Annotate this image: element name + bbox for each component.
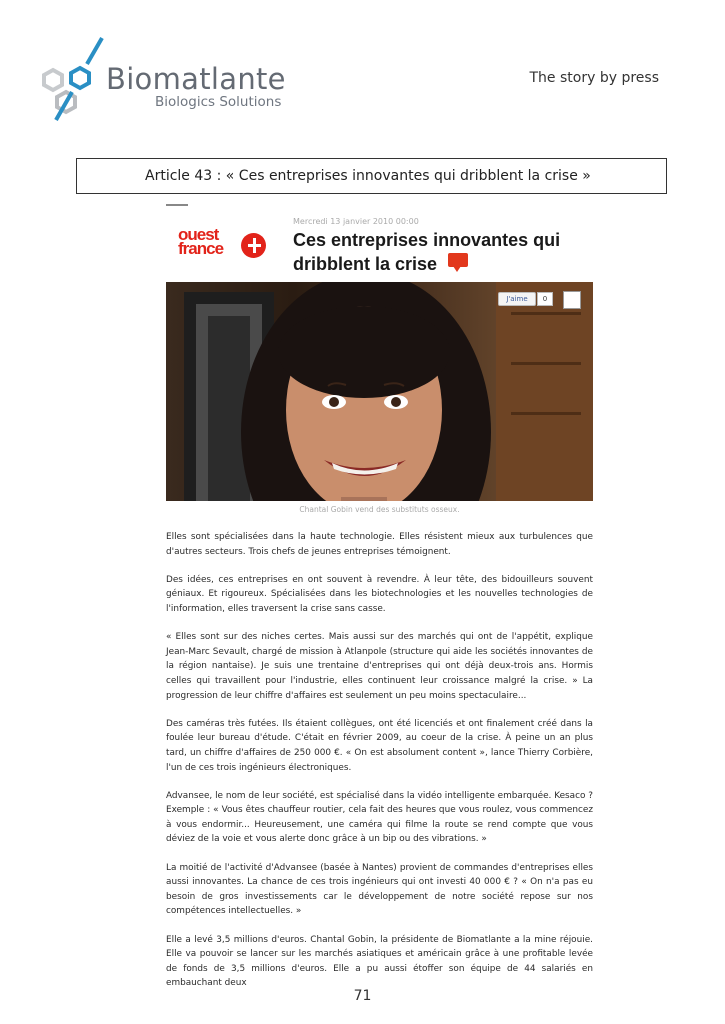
ouest-france-emblem-icon: [241, 233, 266, 258]
article-title-box: [76, 158, 667, 194]
article-paragraph: « Elles sont sur des niches certes. Mais aussi sur des marchés qui ont de l'appétit, explique Jean-Marc Sevault, chargé de mission à Atlanpole (structure qui aide les sociétés innovantes de la région nantaise). Je suis une trentaine d'entreprises qui ont déjà deux-trois ans. Hormis celles qui travaillent pour l'industrie, elles continuent leur croissance malgré la crise. » La progression de leur chiffre d'affaires est seulement un peu moins spectaculaire...: [166, 632, 593, 701]
portrait-illustration: [166, 282, 593, 501]
scan-mark: [166, 204, 188, 206]
article-paragraph: Elles sont spécialisées dans la haute technologie. Elles résistent mieux aux turbulences que d'autres secteurs. Trois chefs de jeunes entreprises témoignent.: [166, 532, 593, 557]
article-paragraph: Advansee, le nom de leur société, est spécialisé dans la vidéo intelligente embarquée. Kesaco ? Exemple : « Vous êtes chauffeur routier, cela fait des heures que vous roulez, vous commencez à vous endormir... Heureusement, une caméra qui filme la route se rend compte que vous déviez de la voie et vous alerte donc grâce à un bip ou des vibrations. »: [166, 790, 593, 845]
post-title: Ces entreprises innovantes qui dribblent la crise: [293, 230, 561, 274]
photo-caption: Chantal Gobin vend des substituts osseux.: [299, 505, 460, 514]
brand-subtitle: Biologics Solutions: [155, 94, 282, 110]
biomatlante-logo: [40, 34, 310, 130]
article-paragraph: Elle a levé 3,5 millions d'euros. Chantal Gobin, la présidente de Biomatlante a la mine réjouie. Elle va pouvoir se lancer sur les marchés asiatiques et américain grâce à une profitable levée de fonds de 3,5 millions d'euros. Elle a pu aussi étoffer son équipe de 44 salariés en embauchant deux: [166, 934, 593, 989]
article-paragraph: La moitié de l'activité d'Advansee (basée à Nantes) provient de commandes d'entreprises elles aussi innovantes. La chance de ces trois ingénieurs qui ont investi 40 000 € ? « On n'a pas eu besoin de gros investissements car le développement de notre société repose sur nos compétences intellectuelles. »: [166, 862, 593, 917]
article-paragraph: Des caméras très futées. Ils étaient collègues, ont été licenciés et ont finalement créé dans la foulée leur bureau d'étude. C'était en février 2009, au coeur de la crise. À peine un an plus tard, un chiffre d'affaires de 250 000 €. « On est absolument content », lance Thierry Corbière, l'un de ces trois ingénieurs électroniques.: [166, 718, 593, 773]
like-button[interactable]: J'aime: [498, 292, 536, 306]
page-number: 71: [353, 988, 372, 1004]
header-tagline: The story by press: [529, 70, 659, 86]
brand-name: Biomatlante: [106, 62, 286, 96]
article-photo: [166, 282, 593, 501]
share-checkbox[interactable]: [563, 291, 581, 309]
comment-bubble-icon[interactable]: [448, 253, 468, 267]
post-date: Mercredi 13 janvier 2010 00:00: [293, 217, 419, 226]
like-count: 0: [537, 292, 553, 306]
article-paragraph: Des idées, ces entreprises en ont souvent à revendre. À leur tête, des bidouilleurs souvent géniaux. Et rigoureux. Spécialisées dans les biotechnologies et les nouvelles technologies de l'information, elles traversent la crise sans casse.: [166, 574, 593, 614]
article-body: [166, 530, 593, 1005]
ouest-france-logo: [178, 225, 268, 264]
article-title: Article 43 : « Ces entreprises innovantes qui dribblent la crise »: [145, 168, 591, 184]
ouest-france-logo-text: ouest france: [178, 225, 224, 258]
